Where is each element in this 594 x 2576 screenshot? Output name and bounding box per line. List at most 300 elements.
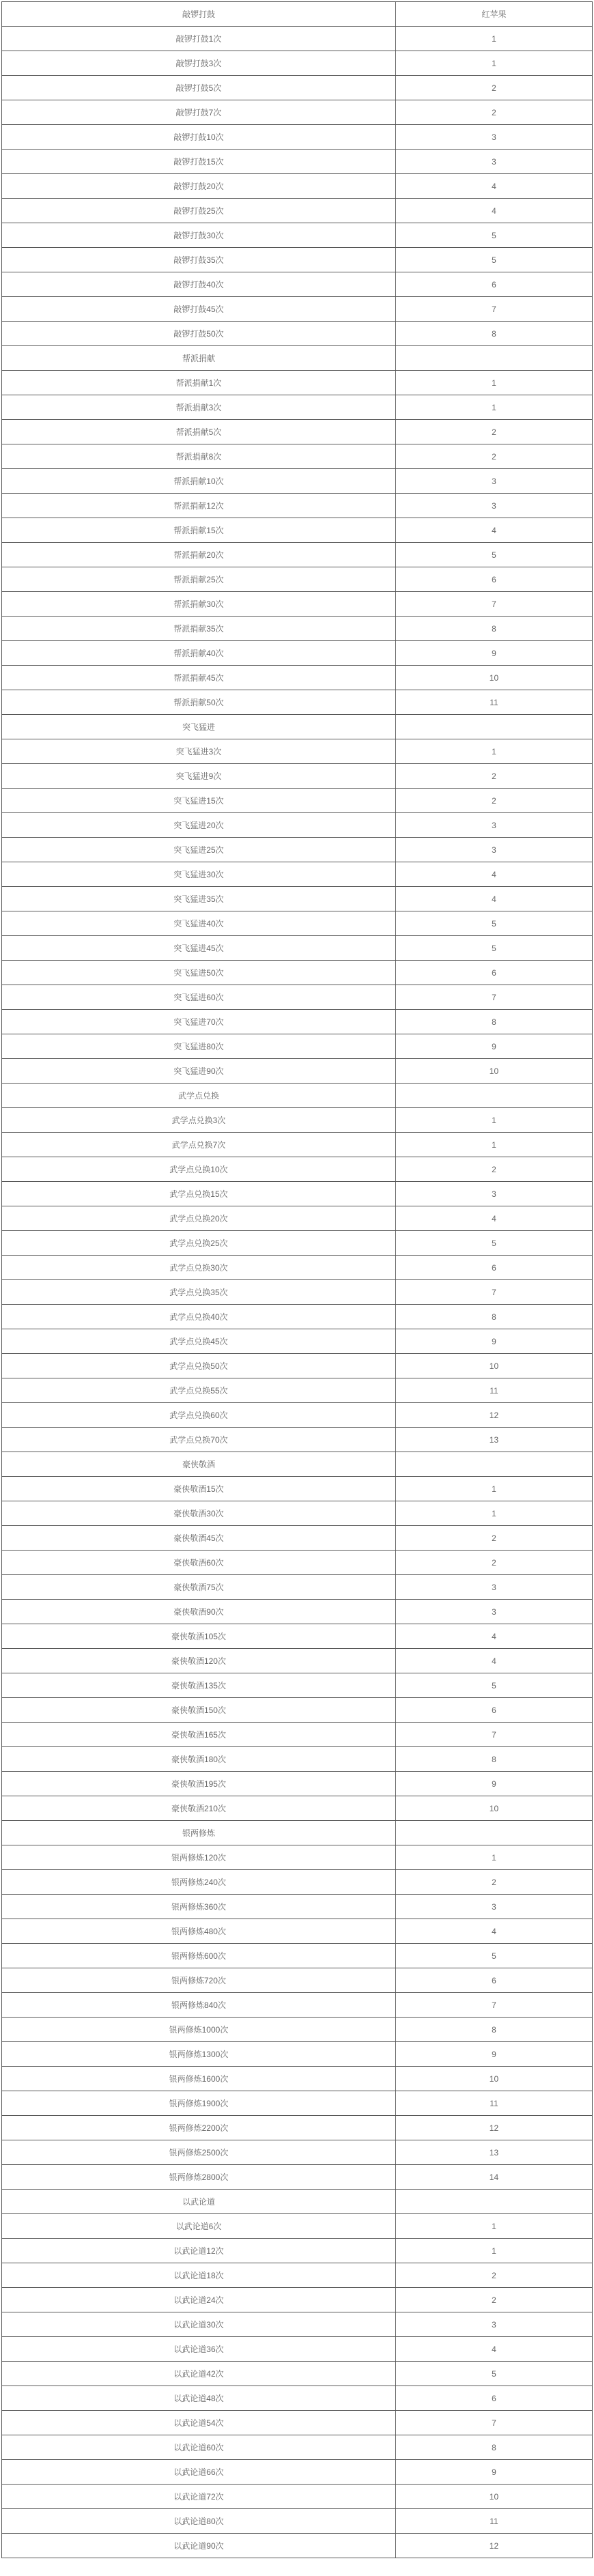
- reward-cell: 1: [395, 1108, 592, 1133]
- activity-cell: 敲锣打鼓30次: [2, 223, 396, 248]
- reward-cell: 13: [395, 1428, 592, 1452]
- table-row: [2, 789, 593, 813]
- reward-cell: 4: [395, 1649, 592, 1673]
- activity-cell: 帮派捐献1次: [2, 371, 396, 395]
- reward-cell: 1: [395, 1501, 592, 1526]
- reward-cell: 9: [395, 1329, 592, 1354]
- activity-cell: 以武论道54次: [2, 2411, 396, 2435]
- reward-cell: 12: [395, 1403, 592, 1428]
- table-row: [2, 641, 593, 666]
- activity-cell: 武学点兑换60次: [2, 1403, 396, 1428]
- reward-cell: 8: [395, 2435, 592, 2460]
- reward-cell: 1: [395, 2214, 592, 2239]
- table-row: [2, 1526, 593, 1551]
- reward-cell: 4: [395, 199, 592, 223]
- table-row: [2, 1059, 593, 1084]
- activity-cell: 豪侠敬酒165次: [2, 1723, 396, 1747]
- activity-cell: 敲锣打鼓3次: [2, 51, 396, 76]
- activity-cell: 银两修炼120次: [2, 1845, 396, 1870]
- activity-cell: 豪侠敬酒210次: [2, 1796, 396, 1821]
- activity-cell: 武学点兑换: [2, 1084, 396, 1108]
- table-row: [2, 862, 593, 887]
- activity-cell: 豪侠敬酒180次: [2, 1747, 396, 1772]
- reward-cell: 4: [395, 862, 592, 887]
- table-row: [2, 1624, 593, 1649]
- table-row: [2, 2263, 593, 2288]
- section-header-row: [2, 2190, 593, 2214]
- table-row: [2, 494, 593, 518]
- activity-cell: 武学点兑换15次: [2, 1182, 396, 1206]
- table-row: [2, 1477, 593, 1501]
- activity-cell: 以武论道: [2, 2190, 396, 2214]
- activity-cell: 突飞猛进35次: [2, 887, 396, 911]
- table-row: [2, 27, 593, 51]
- table-row: [2, 1403, 593, 1428]
- activity-cell: 银两修炼1600次: [2, 2067, 396, 2091]
- activity-cell: 帮派捐献45次: [2, 666, 396, 690]
- activity-cell: 银两修炼480次: [2, 1919, 396, 1944]
- table-row: [2, 2337, 593, 2362]
- reward-cell: 11: [395, 2509, 592, 2534]
- table-row: [2, 1034, 593, 1059]
- reward-cell: 7: [395, 1280, 592, 1305]
- reward-cell: 3: [395, 469, 592, 494]
- activity-cell: 帮派捐献40次: [2, 641, 396, 666]
- rewards-table: [1, 1, 593, 2558]
- reward-cell: 10: [395, 2485, 592, 2509]
- reward-cell: 5: [395, 1231, 592, 1256]
- reward-cell: 3: [395, 838, 592, 862]
- table-row: [2, 1870, 593, 1895]
- table-row: [2, 1649, 593, 1673]
- table-row: [2, 1796, 593, 1821]
- activity-cell: 银两修炼1300次: [2, 2042, 396, 2067]
- activity-cell: 帮派捐献15次: [2, 518, 396, 543]
- activity-cell: 以武论道42次: [2, 2362, 396, 2386]
- reward-cell: [395, 346, 592, 371]
- table-row: [2, 2067, 593, 2091]
- activity-cell: 豪侠敬酒120次: [2, 1649, 396, 1673]
- activity-cell: 武学点兑换55次: [2, 1378, 396, 1403]
- reward-cell: 2: [395, 764, 592, 789]
- reward-cell: 11: [395, 1378, 592, 1403]
- table-row: [2, 2362, 593, 2386]
- reward-cell: 13: [395, 2140, 592, 2165]
- table-row: [2, 1329, 593, 1354]
- reward-cell: 5: [395, 2362, 592, 2386]
- section-header-row: [2, 715, 593, 739]
- table-row: [2, 2042, 593, 2067]
- table-row: [2, 617, 593, 641]
- activity-cell: 以武论道6次: [2, 2214, 396, 2239]
- table-row: [2, 2460, 593, 2485]
- reward-cell: 1: [395, 739, 592, 764]
- reward-cell: 9: [395, 2042, 592, 2067]
- table-row: [2, 567, 593, 592]
- table-row: [2, 150, 593, 174]
- table-row: [2, 1575, 593, 1600]
- table-row: [2, 2165, 593, 2190]
- activity-cell: 豪侠敬酒: [2, 1452, 396, 1477]
- reward-cell: 6: [395, 272, 592, 297]
- activity-cell: 帮派捐献3次: [2, 395, 396, 420]
- reward-cell: 11: [395, 2091, 592, 2116]
- table-row: [2, 1305, 593, 1329]
- table-row: [2, 518, 593, 543]
- activity-cell: 以武论道30次: [2, 2312, 396, 2337]
- table-row: [2, 1919, 593, 1944]
- activity-cell: 突飞猛进20次: [2, 813, 396, 838]
- table-row: [2, 666, 593, 690]
- activity-cell: 豪侠敬酒195次: [2, 1772, 396, 1796]
- activity-cell: 银两修炼240次: [2, 1870, 396, 1895]
- reward-cell: 1: [395, 1477, 592, 1501]
- reward-cell: 9: [395, 1034, 592, 1059]
- reward-cell: 5: [395, 248, 592, 272]
- table-row: [2, 100, 593, 125]
- reward-cell: 3: [395, 1600, 592, 1624]
- table-row: [2, 2485, 593, 2509]
- table-row: [2, 2386, 593, 2411]
- table-row: [2, 2214, 593, 2239]
- activity-cell: 武学点兑换3次: [2, 1108, 396, 1133]
- activity-cell: 敲锣打鼓25次: [2, 199, 396, 223]
- activity-cell: 武学点兑换40次: [2, 1305, 396, 1329]
- reward-cell: 7: [395, 297, 592, 322]
- activity-cell: 帮派捐献5次: [2, 420, 396, 444]
- activity-column-header: 敲锣打鼓: [2, 2, 396, 27]
- table-row: [2, 51, 593, 76]
- activity-cell: 银两修炼2200次: [2, 2116, 396, 2140]
- reward-cell: 7: [395, 592, 592, 617]
- table-row: [2, 1428, 593, 1452]
- table-row: [2, 911, 593, 936]
- table-row: [2, 1968, 593, 1993]
- activity-cell: 突飞猛进15次: [2, 789, 396, 813]
- table-row: [2, 322, 593, 346]
- activity-cell: 突飞猛进45次: [2, 936, 396, 961]
- table-row: [2, 469, 593, 494]
- reward-cell: 8: [395, 617, 592, 641]
- reward-cell: 10: [395, 666, 592, 690]
- activity-cell: 银两修炼720次: [2, 1968, 396, 1993]
- activity-cell: 帮派捐献12次: [2, 494, 396, 518]
- activity-cell: 以武论道90次: [2, 2534, 396, 2558]
- reward-cell: 3: [395, 150, 592, 174]
- activity-cell: 武学点兑换35次: [2, 1280, 396, 1305]
- reward-cell: 6: [395, 961, 592, 985]
- table-row: [2, 764, 593, 789]
- activity-cell: 以武论道80次: [2, 2509, 396, 2534]
- table-row: [2, 813, 593, 838]
- table-row: [2, 2435, 593, 2460]
- table-row: [2, 985, 593, 1010]
- reward-cell: 1: [395, 27, 592, 51]
- activity-cell: 银两修炼840次: [2, 1993, 396, 2018]
- reward-cell: 4: [395, 887, 592, 911]
- reward-cell: 6: [395, 2386, 592, 2411]
- table-row: [2, 444, 593, 469]
- reward-cell: 3: [395, 813, 592, 838]
- table-row: [2, 2312, 593, 2337]
- reward-cell: 2: [395, 444, 592, 469]
- activity-cell: 以武论道48次: [2, 2386, 396, 2411]
- table-row: [2, 2534, 593, 2558]
- activity-cell: 以武论道36次: [2, 2337, 396, 2362]
- table-row: [2, 1256, 593, 1280]
- activity-cell: 豪侠敬酒75次: [2, 1575, 396, 1600]
- table-row: [2, 1747, 593, 1772]
- activity-cell: 银两修炼600次: [2, 1944, 396, 1968]
- reward-cell: 2: [395, 100, 592, 125]
- activity-cell: 武学点兑换20次: [2, 1206, 396, 1231]
- table-row: [2, 2018, 593, 2042]
- activity-cell: 武学点兑换25次: [2, 1231, 396, 1256]
- table-row: [2, 2091, 593, 2116]
- reward-cell: 5: [395, 1673, 592, 1698]
- activity-cell: 武学点兑换7次: [2, 1133, 396, 1157]
- table-row: [2, 1895, 593, 1919]
- activity-cell: 以武论道18次: [2, 2263, 396, 2288]
- table-row: [2, 174, 593, 199]
- reward-cell: 4: [395, 1624, 592, 1649]
- table-row: [2, 2288, 593, 2312]
- reward-cell: 1: [395, 2239, 592, 2263]
- activity-cell: 帮派捐献8次: [2, 444, 396, 469]
- table-row: [2, 592, 593, 617]
- activity-cell: 突飞猛进3次: [2, 739, 396, 764]
- activity-cell: 武学点兑换45次: [2, 1329, 396, 1354]
- reward-cell: 6: [395, 1256, 592, 1280]
- table-row: [2, 248, 593, 272]
- reward-cell: 9: [395, 2460, 592, 2485]
- activity-cell: 豪侠敬酒135次: [2, 1673, 396, 1698]
- activity-cell: 豪侠敬酒105次: [2, 1624, 396, 1649]
- activity-cell: 敲锣打鼓50次: [2, 322, 396, 346]
- activity-cell: 突飞猛进70次: [2, 1010, 396, 1034]
- table-row: [2, 1231, 593, 1256]
- reward-cell: 10: [395, 1059, 592, 1084]
- reward-cell: [395, 1821, 592, 1845]
- reward-cell: 2: [395, 1551, 592, 1575]
- activity-cell: 帮派捐献: [2, 346, 396, 371]
- table-row: [2, 1133, 593, 1157]
- section-header-row: [2, 1821, 593, 1845]
- activity-cell: 以武论道12次: [2, 2239, 396, 2263]
- table-row: [2, 2509, 593, 2534]
- activity-cell: 敲锣打鼓20次: [2, 174, 396, 199]
- reward-cell: [395, 1084, 592, 1108]
- reward-cell: 7: [395, 1993, 592, 2018]
- table-row: [2, 1944, 593, 1968]
- table-row: [2, 1845, 593, 1870]
- reward-cell: 10: [395, 2067, 592, 2091]
- reward-cell: 6: [395, 1968, 592, 1993]
- reward-cell: 1: [395, 371, 592, 395]
- reward-cell: 4: [395, 1919, 592, 1944]
- activity-cell: 突飞猛进90次: [2, 1059, 396, 1084]
- activity-cell: 敲锣打鼓10次: [2, 125, 396, 150]
- reward-cell: 9: [395, 641, 592, 666]
- table-row: [2, 1206, 593, 1231]
- reward-cell: 2: [395, 789, 592, 813]
- table-row: [2, 739, 593, 764]
- reward-cell: 8: [395, 322, 592, 346]
- activity-cell: 敲锣打鼓35次: [2, 248, 396, 272]
- table-row: [2, 1108, 593, 1133]
- table-row: [2, 1157, 593, 1182]
- table-row: [2, 395, 593, 420]
- section-header-row: [2, 346, 593, 371]
- activity-cell: 帮派捐献25次: [2, 567, 396, 592]
- reward-cell: 3: [395, 1182, 592, 1206]
- activity-cell: 突飞猛进60次: [2, 985, 396, 1010]
- reward-cell: 12: [395, 2534, 592, 2558]
- table-row: [2, 297, 593, 322]
- reward-cell: 8: [395, 1747, 592, 1772]
- table-row: [2, 1010, 593, 1034]
- activity-cell: 银两修炼2800次: [2, 2165, 396, 2190]
- activity-cell: 武学点兑换70次: [2, 1428, 396, 1452]
- activity-cell: 豪侠敬酒150次: [2, 1698, 396, 1723]
- reward-cell: 1: [395, 395, 592, 420]
- activity-cell: 帮派捐献50次: [2, 690, 396, 715]
- reward-cell: 4: [395, 1206, 592, 1231]
- activity-cell: 突飞猛进40次: [2, 911, 396, 936]
- table-row: [2, 1698, 593, 1723]
- reward-cell: 2: [395, 2288, 592, 2312]
- table-body: [2, 27, 593, 2558]
- activity-cell: 银两修炼1900次: [2, 2091, 396, 2116]
- reward-cell: 5: [395, 936, 592, 961]
- activity-cell: 豪侠敬酒60次: [2, 1551, 396, 1575]
- activity-cell: 银两修炼360次: [2, 1895, 396, 1919]
- reward-column-header: 红苹果: [395, 2, 592, 27]
- reward-cell: 6: [395, 567, 592, 592]
- activity-cell: 敲锣打鼓45次: [2, 297, 396, 322]
- activity-cell: 银两修炼2500次: [2, 2140, 396, 2165]
- reward-cell: 3: [395, 125, 592, 150]
- reward-cell: 3: [395, 1895, 592, 1919]
- reward-cell: 2: [395, 76, 592, 100]
- reward-cell: 1: [395, 1133, 592, 1157]
- reward-cell: 8: [395, 1010, 592, 1034]
- activity-cell: 突飞猛进9次: [2, 764, 396, 789]
- table-row: [2, 2116, 593, 2140]
- activity-cell: 武学点兑换10次: [2, 1157, 396, 1182]
- table-row: [2, 1501, 593, 1526]
- reward-cell: 11: [395, 690, 592, 715]
- reward-cell: [395, 715, 592, 739]
- reward-cell: 14: [395, 2165, 592, 2190]
- table-row: [2, 199, 593, 223]
- reward-cell: 5: [395, 543, 592, 567]
- reward-cell: 10: [395, 1796, 592, 1821]
- reward-cell: 4: [395, 518, 592, 543]
- reward-cell: 1: [395, 51, 592, 76]
- activity-cell: 突飞猛进50次: [2, 961, 396, 985]
- table-row: [2, 2239, 593, 2263]
- activity-cell: 以武论道60次: [2, 2435, 396, 2460]
- table-row: [2, 2411, 593, 2435]
- activity-cell: 敲锣打鼓15次: [2, 150, 396, 174]
- activity-cell: 敲锣打鼓1次: [2, 27, 396, 51]
- activity-cell: 突飞猛进80次: [2, 1034, 396, 1059]
- activity-cell: 武学点兑换50次: [2, 1354, 396, 1378]
- activity-cell: 银两修炼: [2, 1821, 396, 1845]
- reward-cell: 7: [395, 2411, 592, 2435]
- activity-cell: 帮派捐献35次: [2, 617, 396, 641]
- table-row: [2, 1354, 593, 1378]
- activity-cell: 以武论道24次: [2, 2288, 396, 2312]
- table-row: [2, 1993, 593, 2018]
- reward-cell: 6: [395, 1698, 592, 1723]
- activity-cell: 以武论道72次: [2, 2485, 396, 2509]
- reward-cell: 7: [395, 985, 592, 1010]
- table-row: [2, 420, 593, 444]
- activity-cell: 银两修炼1000次: [2, 2018, 396, 2042]
- table-row: [2, 1600, 593, 1624]
- reward-cell: 12: [395, 2116, 592, 2140]
- table-row: [2, 2140, 593, 2165]
- table-row: [2, 223, 593, 248]
- reward-cell: 4: [395, 2337, 592, 2362]
- table-row: [2, 1378, 593, 1403]
- reward-cell: 2: [395, 1157, 592, 1182]
- activity-cell: 敲锣打鼓7次: [2, 100, 396, 125]
- section-header-row: [2, 1084, 593, 1108]
- table-row: [2, 1772, 593, 1796]
- reward-cell: 7: [395, 1723, 592, 1747]
- reward-cell: 3: [395, 494, 592, 518]
- reward-cell: 2: [395, 1526, 592, 1551]
- reward-cell: 5: [395, 1944, 592, 1968]
- reward-cell: [395, 1452, 592, 1477]
- reward-cell: 3: [395, 1575, 592, 1600]
- reward-cell: 10: [395, 1354, 592, 1378]
- table-row: [2, 1673, 593, 1698]
- activity-cell: 豪侠敬酒45次: [2, 1526, 396, 1551]
- activity-cell: 以武论道66次: [2, 2460, 396, 2485]
- table-row: [2, 838, 593, 862]
- table-header-row: [2, 2, 593, 27]
- table-row: [2, 272, 593, 297]
- reward-cell: 5: [395, 223, 592, 248]
- table-row: [2, 371, 593, 395]
- reward-cell: 3: [395, 2312, 592, 2337]
- activity-cell: 帮派捐献10次: [2, 469, 396, 494]
- table-row: [2, 76, 593, 100]
- table-row: [2, 1280, 593, 1305]
- reward-cell: 1: [395, 1845, 592, 1870]
- table-row: [2, 887, 593, 911]
- table-row: [2, 1182, 593, 1206]
- activity-cell: 敲锣打鼓40次: [2, 272, 396, 297]
- reward-cell: [395, 2190, 592, 2214]
- reward-cell: 9: [395, 1772, 592, 1796]
- table-row: [2, 961, 593, 985]
- activity-cell: 豪侠敬酒30次: [2, 1501, 396, 1526]
- table-row: [2, 936, 593, 961]
- table-row: [2, 1551, 593, 1575]
- activity-cell: 敲锣打鼓5次: [2, 76, 396, 100]
- activity-cell: 突飞猛进30次: [2, 862, 396, 887]
- section-header-row: [2, 1452, 593, 1477]
- activity-cell: 武学点兑换30次: [2, 1256, 396, 1280]
- table-row: [2, 690, 593, 715]
- reward-cell: 2: [395, 1870, 592, 1895]
- activity-cell: 突飞猛进25次: [2, 838, 396, 862]
